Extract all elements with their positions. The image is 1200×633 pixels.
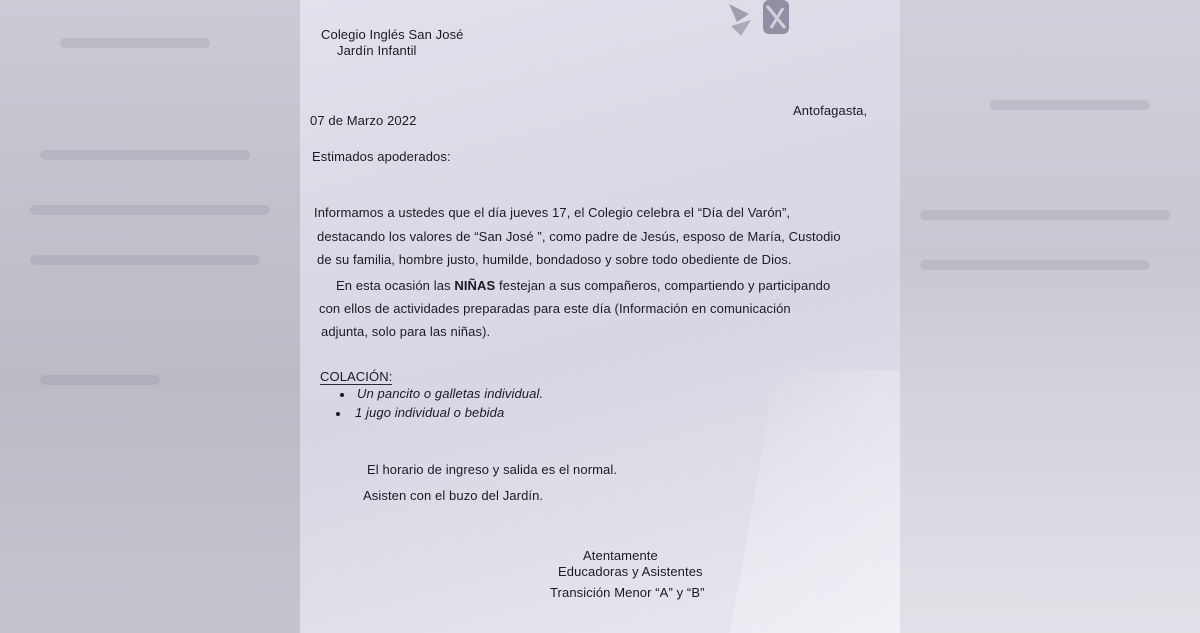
school-name: Colegio Inglés San José	[321, 27, 464, 42]
body-line: adjunta, solo para las niñas).	[321, 324, 491, 339]
blurred-text	[920, 210, 1170, 220]
schedule-line: El horario de ingreso y salida es el normal.	[367, 462, 618, 477]
blurred-text	[920, 260, 1150, 270]
body-line: con ellos de actividades preparadas para este día (Información en comunicación	[319, 301, 791, 316]
letter-date: 07 de Marzo 2022	[310, 113, 417, 128]
blurred-text	[30, 205, 270, 215]
blurred-text	[30, 255, 260, 265]
emphasis-ninas: NIÑAS	[454, 278, 496, 293]
kindergarten-name: Jardín Infantil	[337, 43, 417, 58]
letter-paper	[300, 0, 900, 633]
signature-line: Educadoras y Asistentes	[558, 564, 703, 579]
bullet-icon	[340, 393, 344, 397]
greeting: Estimados apoderados:	[312, 149, 451, 164]
body-line: Informamos a ustedes que el día jueves 17, el Colegio celebra el “Día del Varón”,	[314, 205, 791, 220]
blurred-text	[60, 38, 210, 48]
colacion-heading	[320, 369, 392, 384]
body-line: de su familia, hombre justo, humilde, bondadoso y sobre todo obediente de Dios.	[317, 252, 792, 267]
school-crest-logo	[727, 0, 797, 42]
signature-line: Atentamente	[583, 548, 658, 563]
schedule-line: Asisten con el buzo del Jardín.	[363, 488, 544, 503]
paper-light-glare	[724, 370, 900, 633]
list-item: 1 jugo individual o bebida	[355, 405, 505, 420]
city-label: Antofagasta,	[793, 103, 868, 118]
blurred-background-left	[0, 0, 300, 633]
blurred-text	[40, 150, 250, 160]
blurred-text	[40, 375, 160, 385]
colacion-title: COLACIÓN:	[320, 369, 393, 384]
body-line: destacando los valores de “San José ”, como padre de Jesús, esposo de María, Custodio	[317, 229, 841, 244]
bullet-icon	[336, 412, 340, 416]
signature-line: Transición Menor “A” y “B”	[550, 585, 705, 600]
blurred-text	[990, 100, 1150, 110]
body-text: festejan a sus compañeros, compartiendo y participando	[495, 278, 831, 293]
list-item: Un pancito o galletas individual.	[357, 386, 544, 401]
blurred-background-right	[900, 0, 1200, 633]
body-line	[336, 278, 830, 293]
body-text: En esta ocasión las	[336, 278, 455, 293]
